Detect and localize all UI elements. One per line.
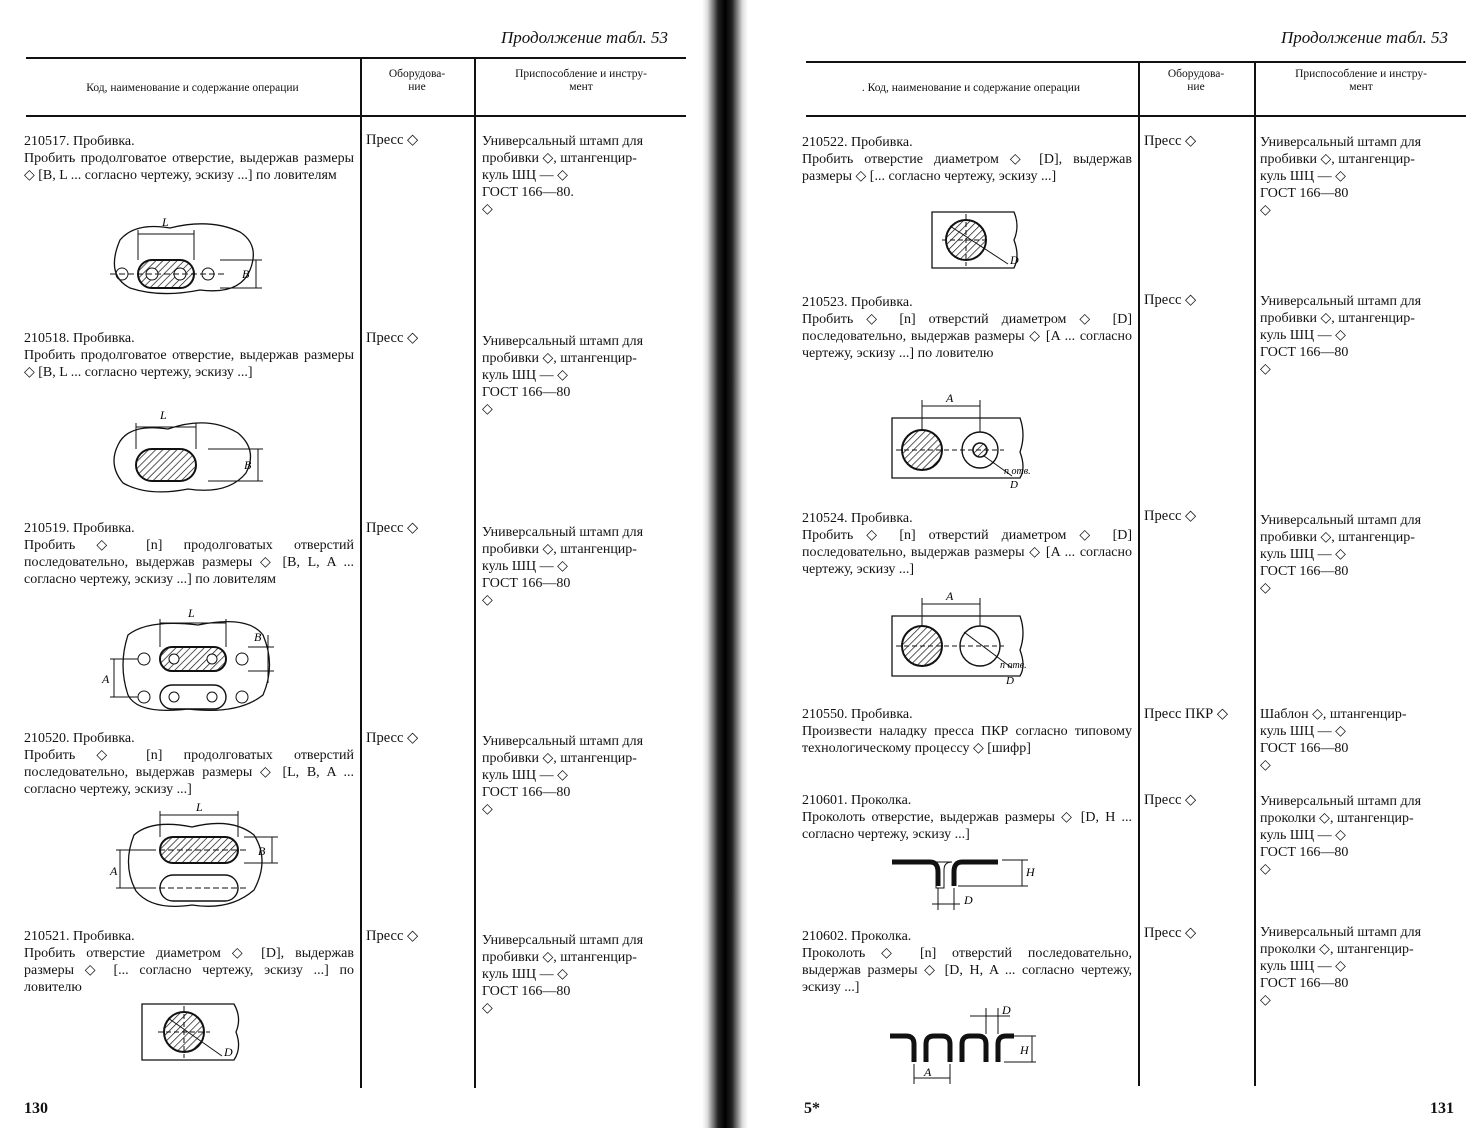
operation-code: 210521. Пробивка. bbox=[24, 929, 135, 944]
operation-text: Проколоть ◇ [n] отверстий последовательно, выдержав размеры ◇ [D, H, A ... согласно чертежу, эскизу ...] bbox=[802, 946, 1132, 995]
tool-line: куль ШЦ — ◇ bbox=[1260, 328, 1346, 343]
tool-cell bbox=[482, 133, 682, 218]
dim-label-B: B bbox=[258, 844, 266, 858]
tool-line: Универсальный штамп для bbox=[482, 525, 644, 540]
dim-label-D: D bbox=[1006, 675, 1014, 687]
tool-line: куль ШЦ — ◇ bbox=[1260, 959, 1346, 974]
page-number: 131 bbox=[1430, 1100, 1454, 1117]
dim-label-D: D bbox=[964, 893, 973, 907]
table-row bbox=[802, 928, 1132, 996]
header-bottom-rule bbox=[806, 115, 1466, 117]
book-gutter bbox=[702, 0, 748, 1128]
tool-line: ◇ bbox=[1260, 993, 1271, 1008]
page-number: 130 bbox=[24, 1100, 48, 1117]
tool-line: ◇ bbox=[482, 802, 493, 817]
tool-line: ◇ bbox=[1260, 581, 1271, 596]
dim-label-H: H bbox=[1026, 865, 1035, 879]
table-row bbox=[802, 134, 1132, 185]
tool-line: ГОСТ 166—80 bbox=[1260, 741, 1349, 756]
table-row bbox=[802, 294, 1132, 362]
two-hole-figure bbox=[888, 390, 1038, 490]
tool-line: куль ШЦ — ◇ bbox=[482, 768, 568, 783]
column-header-equipment: Оборудова- ние bbox=[388, 68, 446, 93]
table-row bbox=[24, 133, 354, 184]
tool-line: пробивки ◇, штангенцир- bbox=[482, 751, 637, 766]
dim-label-n-holes: n отв. bbox=[1004, 466, 1031, 477]
tool-line: ГОСТ 166—80 bbox=[482, 576, 571, 591]
dim-label-D: D bbox=[1010, 479, 1018, 491]
pierce-profile-figure bbox=[892, 852, 1042, 914]
right-page bbox=[752, 0, 1482, 1128]
column-header-equipment: Оборудова- ние bbox=[1167, 68, 1225, 93]
tool-line: ◇ bbox=[482, 202, 493, 217]
column-divider bbox=[1254, 62, 1256, 1086]
dim-label-D: D bbox=[224, 1045, 233, 1059]
tool-line: пробивки ◇, штангенцир- bbox=[1260, 152, 1415, 167]
column-header-operation: . Код, наименование и содержание операции bbox=[861, 82, 1081, 94]
equipment-cell: Пресс ◇ bbox=[366, 730, 419, 746]
tool-line: ◇ bbox=[1260, 862, 1271, 877]
tool-line: куль ШЦ — ◇ bbox=[482, 168, 568, 183]
table-row bbox=[802, 706, 1132, 757]
tool-line: проколки ◇, штангенцир- bbox=[1260, 811, 1414, 826]
column-divider bbox=[1138, 62, 1140, 1086]
tool-cell bbox=[482, 524, 682, 609]
column-divider bbox=[360, 58, 362, 1088]
tool-line: Универсальный штамп для bbox=[1260, 513, 1422, 528]
tool-line: Универсальный штамп для bbox=[482, 734, 644, 749]
operation-text: Пробить ◇ [n] отверстий диаметром ◇ [D] последовательно, выдержав размеры ◇ [A ... согласно чертежу, эскизу ...] bbox=[802, 528, 1132, 577]
equipment-cell: Пресс ◇ bbox=[366, 928, 419, 944]
tool-cell bbox=[1260, 924, 1460, 1009]
operation-text: Пробить отверстие диаметром ◇ [D], выдержав размеры ◇ [... согласно чертежу, эскизу ...] по ловителю bbox=[24, 946, 354, 995]
operation-text: Пробить ◇ [n] отверстий диаметром ◇ [D] последовательно, выдержав размеры ◇ [A ... согласно чертежу, эскизу ...] по ловителю bbox=[802, 312, 1132, 361]
tool-line: Универсальный штамп для bbox=[482, 134, 644, 149]
dim-label-A: A bbox=[946, 391, 954, 405]
operation-text: Произвести наладку пресса ПКР согласно типовому технологическому процессу ◇ [шифр] bbox=[802, 724, 1132, 756]
operation-code: 210524. Пробивка. bbox=[802, 511, 913, 526]
table-row bbox=[802, 792, 1132, 843]
operation-text: Пробить ◇ [n] продолговатых отверстий последовательно, выдержав размеры ◇ [L, B, A ... согласно чертежу, эскизу ...] bbox=[24, 748, 354, 797]
operation-code: 210520. Пробивка. bbox=[24, 731, 135, 746]
tool-line: куль ШЦ — ◇ bbox=[1260, 828, 1346, 843]
tool-line: ◇ bbox=[482, 1001, 493, 1016]
header-bottom-rule bbox=[26, 115, 686, 117]
equipment-cell: Пресс ПКР ◇ bbox=[1144, 706, 1228, 722]
tool-cell bbox=[482, 932, 682, 1017]
tool-line: куль ШЦ — ◇ bbox=[1260, 169, 1346, 184]
tool-line: ГОСТ 166—80 bbox=[1260, 564, 1349, 579]
tool-cell bbox=[1260, 706, 1460, 774]
column-header-tool: Приспособление и инстру- мент bbox=[515, 68, 647, 93]
tool-line: ГОСТ 166—80 bbox=[1260, 345, 1349, 360]
tool-line: Шаблон ◇, штангенцир- bbox=[1260, 707, 1407, 722]
double-slot-figure bbox=[110, 800, 282, 915]
multi-pierce-profile-figure bbox=[886, 1004, 1046, 1086]
operation-text: Пробить отверстие диаметром ◇ [D], выдержав размеры ◇ [... согласно чертежу, эскизу ...] bbox=[802, 152, 1132, 184]
operation-code: 210550. Пробивка. bbox=[802, 707, 913, 722]
tool-cell bbox=[1260, 134, 1460, 219]
equipment-cell: Пресс ◇ bbox=[366, 132, 419, 148]
slot-punch-figure bbox=[100, 210, 280, 305]
tool-line: ГОСТ 166—80 bbox=[1260, 976, 1349, 991]
dim-label-L: L bbox=[162, 215, 169, 229]
operation-text: Проколоть отверстие, выдержав размеры ◇ [D, H ... согласно чертежу, эскизу ...] bbox=[802, 810, 1132, 842]
tool-line: ГОСТ 166—80. bbox=[482, 185, 574, 200]
tool-line: куль ШЦ — ◇ bbox=[482, 967, 568, 982]
tool-line: пробивки ◇, штангенцир- bbox=[482, 950, 637, 965]
dim-label-L: L bbox=[160, 408, 167, 422]
signature-mark: 5* bbox=[804, 1100, 820, 1117]
tool-line: ГОСТ 166—80 bbox=[482, 984, 571, 999]
dim-label-A: A bbox=[946, 589, 954, 603]
column-divider bbox=[474, 58, 476, 1088]
operation-code: 210517. Пробивка. bbox=[24, 134, 135, 149]
tool-line: ГОСТ 166—80 bbox=[1260, 186, 1349, 201]
round-hole-figure bbox=[138, 998, 258, 1068]
tool-line: куль ШЦ — ◇ bbox=[482, 368, 568, 383]
dim-label-L: L bbox=[196, 800, 203, 814]
dim-label-B: B bbox=[244, 458, 252, 472]
tool-line: куль ШЦ — ◇ bbox=[1260, 547, 1346, 562]
operation-code: 210519. Пробивка. bbox=[24, 521, 135, 536]
tool-line: ◇ bbox=[1260, 758, 1271, 773]
operation-code: 210602. Проколка. bbox=[802, 929, 912, 944]
operation-text: Пробить продолговатое отверстие, выдержав размеры ◇ [B, L ... согласно чертежу, эскизу ...] по ловителям bbox=[24, 151, 354, 183]
tool-line: ГОСТ 166—80 bbox=[482, 785, 571, 800]
tool-line: куль ШЦ — ◇ bbox=[1260, 724, 1346, 739]
dim-label-D: D bbox=[1002, 1003, 1011, 1017]
round-hole-figure bbox=[928, 206, 1028, 276]
column-header-tool: Приспособление и инстру- мент bbox=[1295, 68, 1427, 93]
tool-line: пробивки ◇, штангенцир- bbox=[1260, 530, 1415, 545]
left-page bbox=[0, 0, 720, 1128]
tool-cell bbox=[1260, 512, 1460, 597]
operation-code: 210523. Пробивка. bbox=[802, 295, 913, 310]
dim-label-B: B bbox=[254, 630, 262, 644]
multi-slot-figure bbox=[98, 605, 278, 720]
table-row bbox=[24, 730, 354, 798]
tool-cell bbox=[482, 733, 682, 818]
table-row bbox=[802, 510, 1132, 578]
tool-line: Универсальный штамп для bbox=[1260, 794, 1422, 809]
dim-label-H: H bbox=[1020, 1043, 1029, 1057]
tool-cell bbox=[482, 333, 682, 418]
tool-line: Универсальный штамп для bbox=[1260, 135, 1422, 150]
tool-line: пробивки ◇, штангенцир- bbox=[1260, 311, 1415, 326]
table-top-rule bbox=[26, 57, 686, 59]
tool-line: ◇ bbox=[482, 593, 493, 608]
operation-code: 210522. Пробивка. bbox=[802, 135, 913, 150]
tool-line: ◇ bbox=[1260, 362, 1271, 377]
equipment-cell: Пресс ◇ bbox=[1144, 508, 1197, 524]
tool-line: Универсальный штамп для bbox=[1260, 294, 1422, 309]
operation-text: Пробить ◇ [n] продолговатых отверстий последовательно, выдержав размеры ◇ [B, L, A ... согласно чертежу, эскизу ...] по ловителям bbox=[24, 538, 354, 587]
tool-line: ГОСТ 166—80 bbox=[482, 385, 571, 400]
dim-label-A: A bbox=[110, 864, 118, 878]
slot-punch-figure bbox=[108, 405, 278, 500]
dim-label-A: A bbox=[924, 1065, 932, 1079]
operation-code: 210518. Пробивка. bbox=[24, 331, 135, 346]
tool-line: Универсальный штамп для bbox=[482, 334, 644, 349]
tool-line: пробивки ◇, штангенцир- bbox=[482, 351, 637, 366]
running-head: Продолжение табл. 53 bbox=[500, 28, 668, 47]
running-head: Продолжение табл. 53 bbox=[1280, 28, 1448, 47]
equipment-cell: Пресс ◇ bbox=[366, 520, 419, 536]
tool-line: куль ШЦ — ◇ bbox=[482, 559, 568, 574]
operation-text: Пробить продолговатое отверстие, выдержав размеры ◇ [B, L ... согласно чертежу, эскизу ...] bbox=[24, 348, 354, 380]
dim-label-B: B bbox=[242, 267, 250, 281]
tool-line: проколки ◇, штангенцир- bbox=[1260, 942, 1414, 957]
dim-label-D: D bbox=[1010, 253, 1019, 267]
table-top-rule bbox=[806, 61, 1466, 63]
equipment-cell: Пресс ◇ bbox=[1144, 292, 1197, 308]
tool-cell bbox=[1260, 293, 1460, 378]
table-row bbox=[24, 330, 354, 381]
tool-line: ◇ bbox=[482, 402, 493, 417]
dim-label-n-holes: n отв. bbox=[1000, 660, 1027, 671]
tool-line: Универсальный штамп для bbox=[482, 933, 644, 948]
table-row bbox=[24, 928, 354, 996]
column-header-operation: Код, наименование и содержание операции bbox=[86, 82, 299, 94]
tool-line: пробивки ◇, штангенцир- bbox=[482, 542, 637, 557]
operation-code: 210601. Проколка. bbox=[802, 793, 912, 808]
dim-label-L: L bbox=[188, 606, 195, 620]
tool-line: ГОСТ 166—80 bbox=[1260, 845, 1349, 860]
equipment-cell: Пресс ◇ bbox=[366, 330, 419, 346]
tool-line: пробивки ◇, штангенцир- bbox=[482, 151, 637, 166]
table-row bbox=[24, 520, 354, 588]
tool-cell bbox=[1260, 793, 1460, 878]
dim-label-A: A bbox=[102, 672, 110, 686]
equipment-cell: Пресс ◇ bbox=[1144, 792, 1197, 808]
two-hole-figure bbox=[888, 588, 1038, 688]
equipment-cell: Пресс ◇ bbox=[1144, 133, 1197, 149]
tool-line: Универсальный штамп для bbox=[1260, 925, 1422, 940]
tool-line: ◇ bbox=[1260, 203, 1271, 218]
equipment-cell: Пресс ◇ bbox=[1144, 925, 1197, 941]
